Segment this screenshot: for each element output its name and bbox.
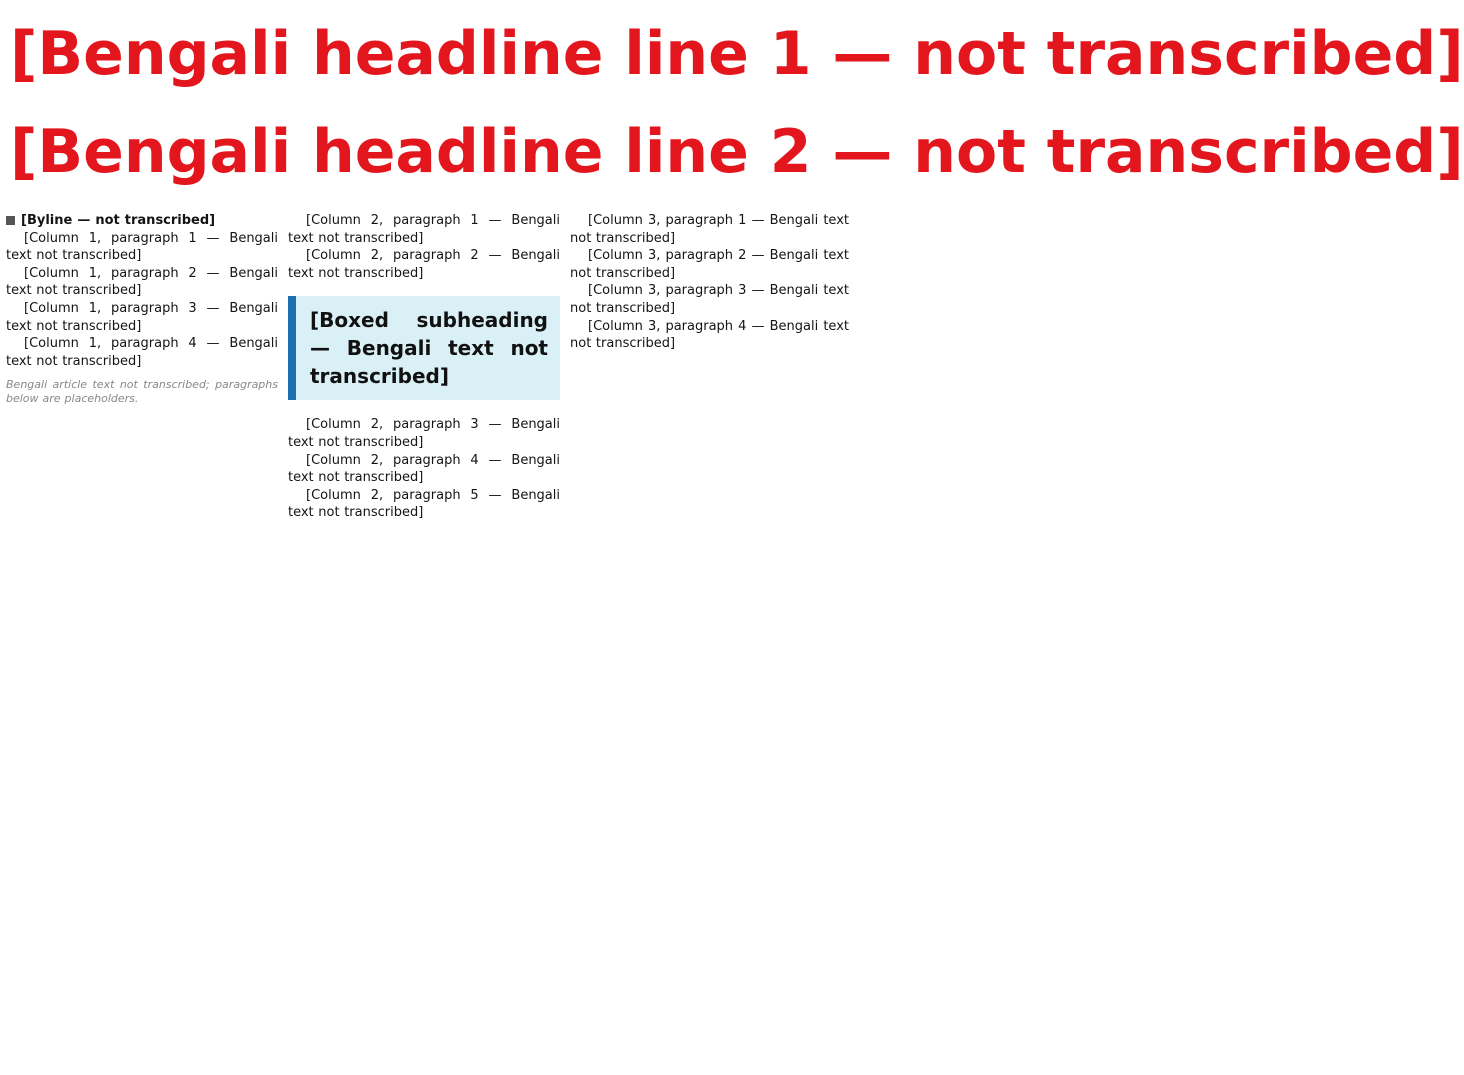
paragraph: [Column 1, paragraph 3 — Bengali text not transcribed] [6,300,278,334]
paragraph: [Column 1, paragraph 4 — Bengali text not transcribed] [6,336,278,369]
paragraph: [Column 2, paragraph 2 — Bengali text not transcribed] [288,248,560,281]
highlight-box [288,296,560,400]
paragraph: [Column 2, paragraph 1 — Bengali text not transcribed] [288,213,560,246]
paragraph: [Column 2, paragraph 5 — Bengali text not transcribed] [288,487,560,521]
article-column-3 [570,212,849,1069]
column-3-paragraphs [570,212,849,353]
placeholder-note: Bengali article text not transcribed; paragraphs below are placeholders. [6,378,278,406]
paragraph: [Column 3, paragraph 3 — Bengali text not transcribed] [570,283,849,316]
paragraph: [Column 2, paragraph 4 — Bengali text not transcribed] [288,452,560,486]
paragraph: [Column 3, paragraph 4 — Bengali text not transcribed] [570,318,849,352]
article-column-1 [6,212,278,1069]
article-column-2 [288,212,560,1069]
paragraph: [Column 3, paragraph 1 — Bengali text not transcribed] [570,213,849,246]
column-2-paragraphs-bottom [288,416,560,522]
byline-text: [Byline — not transcribed] [21,213,216,228]
paragraph: [Column 1, paragraph 1 — Bengali text not transcribed] [6,230,278,264]
column-1-paragraphs [6,230,278,371]
headline [6,6,1464,202]
column-2-paragraphs-top [288,212,560,282]
bullet-icon [6,216,15,225]
highlight-title: [Boxed subheading — Bengali text not transcribed] [310,308,548,389]
headline-line-1: [Bengali headline line 1 — not transcribed] [10,19,1464,89]
paragraph: [Column 3, paragraph 2 — Bengali text not transcribed] [570,248,849,281]
headline-line-2: [Bengali headline line 2 — not transcribed] [10,117,1464,187]
paragraph: [Column 2, paragraph 3 — Bengali text not transcribed] [288,417,560,450]
byline [6,212,278,230]
paragraph: [Column 1, paragraph 2 — Bengali text not transcribed] [6,265,278,299]
